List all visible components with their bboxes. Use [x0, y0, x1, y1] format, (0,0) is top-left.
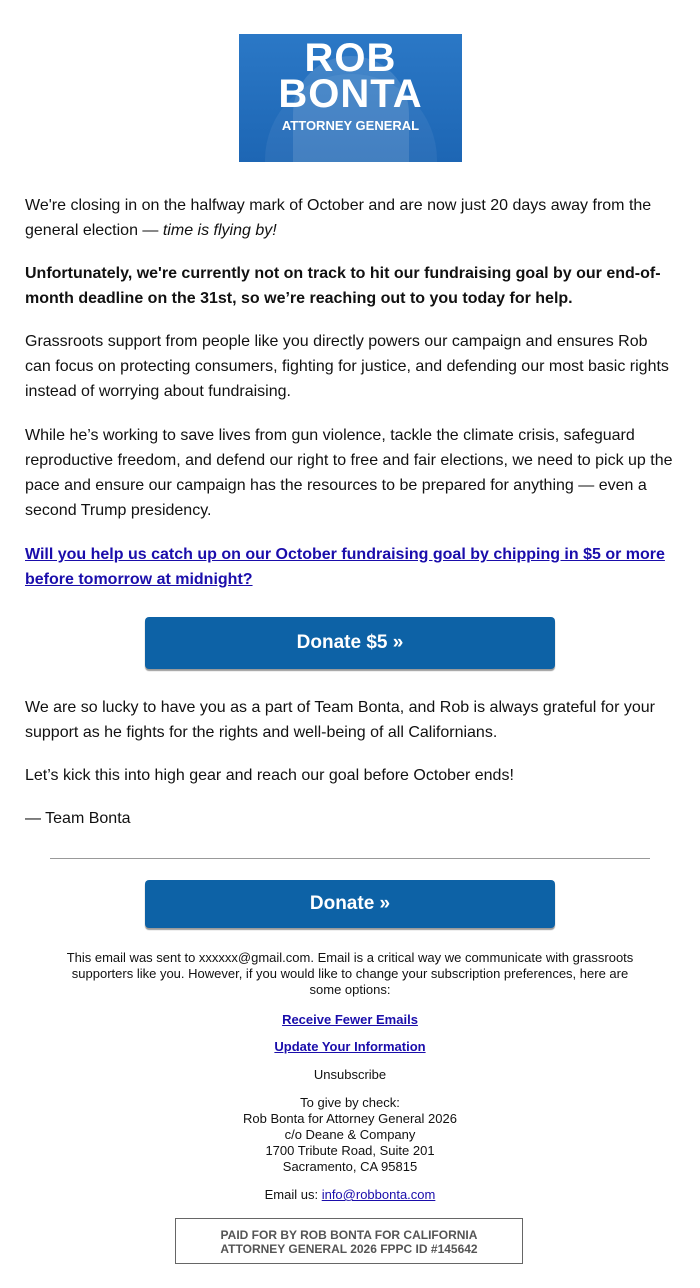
check-line: Rob Bonta for Attorney General 2026	[243, 1111, 457, 1126]
check-line: 1700 Tribute Road, Suite 201	[265, 1143, 435, 1158]
fewer-emails-row	[60, 1012, 640, 1028]
campaign-logo	[239, 34, 462, 162]
check-address	[60, 1095, 640, 1175]
update-info-row	[60, 1039, 640, 1055]
logo-line-rob: ROB	[304, 36, 397, 80]
email-us-label: Email us:	[264, 1187, 322, 1202]
signoff: — Team Bonta	[25, 810, 131, 827]
high-gear-paragraph: Let’s kick this into high gear and reach our goal before October ends!	[25, 767, 514, 784]
email-us-row	[60, 1187, 640, 1203]
receive-fewer-emails-link[interactable]: Receive Fewer Emails	[282, 1012, 418, 1027]
divider	[50, 858, 650, 859]
check-line: c/o Deane & Company	[284, 1127, 416, 1142]
check-line: Sacramento, CA 95815	[282, 1159, 418, 1174]
paid-line-1: PAID FOR BY ROB BONTA FOR CALIFORNIA	[220, 1228, 478, 1242]
donate-5-button[interactable]: Donate $5 »	[145, 617, 555, 669]
logo-line-title: ATTORNEY GENERAL	[281, 118, 420, 133]
footer-notice: This email was sent to xxxxxx@gmail.com. Email is a critical way we communicate with grassroots supporters like you. However, if you would like to change your subscription preferences, here are some options:	[66, 950, 634, 997]
intro-italic: time is flying by!	[162, 222, 277, 239]
paid-for-disclaimer	[175, 1218, 523, 1264]
donate-button[interactable]: Donate »	[145, 880, 555, 928]
gratitude-paragraph: We are so lucky to have you as a part of Team Bonta, and Rob is always grateful for your support as he fights for the rights and well-being of all Californians.	[25, 699, 655, 741]
cta-paragraph	[25, 542, 675, 592]
intro-paragraph	[25, 193, 675, 243]
cta-donate-link[interactable]: Will you help us catch up on our October fundraising goal by chipping in $5 or more before tomorrow at midnight?	[25, 546, 665, 588]
unsubscribe-link[interactable]: Unsubscribe	[313, 1067, 387, 1082]
intro-text: We're closing in on the halfway mark of October and are now just 20 days away from the general election —	[25, 197, 652, 239]
logo-line-bonta: BONTA	[278, 72, 423, 116]
grassroots-paragraph: Grassroots support from people like you directly powers our campaign and ensures Rob can focus on protecting consumers, fighting for justice, and defending our most basic rights instead of worrying about fundraising.	[25, 333, 669, 400]
paid-line-2: ATTORNEY GENERAL 2026 FPPC ID #145642	[220, 1242, 478, 1256]
email-address-link[interactable]: info@robbonta.com	[321, 1187, 436, 1202]
issues-paragraph: While he’s working to save lives from gun violence, tackle the climate crisis, safeguard reproductive freedom, and defend our right to free and fair elections, we need to pick up the pace and ensure our campaign has the resources to be prepared for anything — even a second Trump presidency.	[25, 427, 673, 519]
update-information-link[interactable]: Update Your Information	[274, 1039, 426, 1054]
urgent-paragraph: Unfortunately, we're currently not on track to hit our fundraising goal by our end-of-month deadline on the 31st, so we’re reaching out to you today for help.	[25, 265, 661, 307]
check-line: To give by check:	[300, 1095, 400, 1110]
